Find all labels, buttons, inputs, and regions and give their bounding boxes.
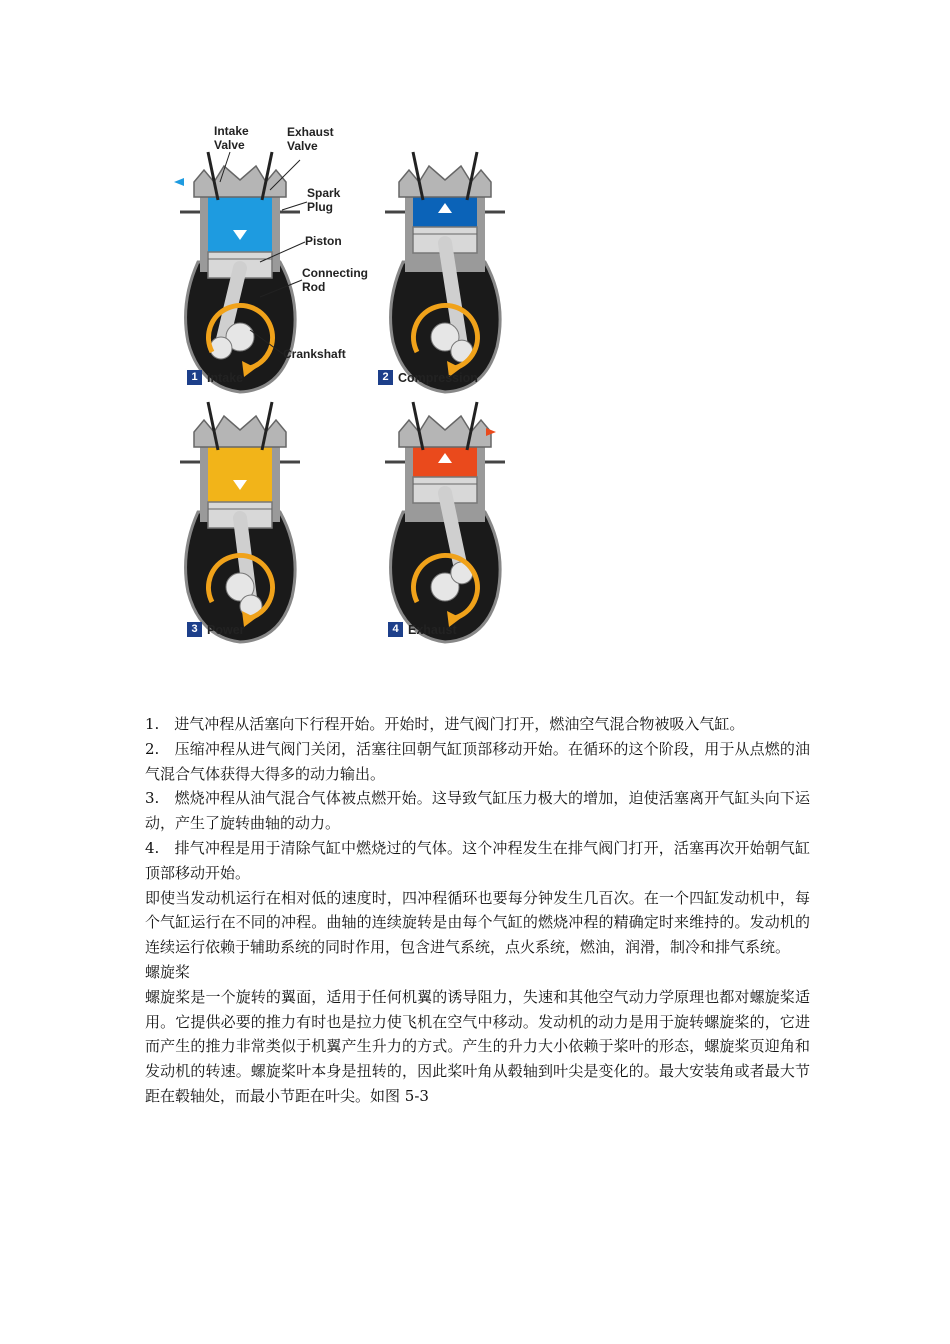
engine-power: [180, 402, 300, 642]
caption-exhaust: [388, 622, 457, 637]
label-exhaust-valve: Exhaust Valve: [287, 125, 334, 153]
paragraph-intake-stroke: 1. 进气冲程从活塞向下行程开始。开始时，进气阀门打开，燃油空气混合物被吸入气缸。: [145, 715, 745, 733]
cylinder-head: [194, 166, 286, 197]
stroke-number-badge: 2: [378, 370, 393, 385]
combustion-chamber: [208, 197, 272, 252]
stroke-name: Power: [207, 622, 245, 637]
stroke-number-badge: 4: [388, 622, 403, 637]
stroke-name: Compression: [398, 370, 478, 385]
paragraph-propeller: 螺旋桨是一个旋转的翼面，适用于任何机翼的诱导阻力，失速和其他空气动力学原理也都对螺旋桨适用。它提供必要的推力有时也是拉力使飞机在空气中移动。发动机的动力是用于旋转螺旋桨的，它进而产生的推力非常类似于机翼产生升力的方式。产生的升力大小依赖于桨叶的形态，螺旋桨页迎角和发动机的转速。螺旋桨叶本身是扭转的，因此桨叶角从毂轴到叶尖是变化的。最大安装角或者最大节距在毂轴处，而最小节距在叶尖。如图 5-3: [145, 987, 810, 1105]
caption-power: [187, 622, 245, 637]
engine-intake: [180, 152, 300, 392]
label-spark-plug: Spark Plug: [307, 186, 341, 214]
cylinder-head: [399, 416, 491, 447]
cylinder-head: [194, 416, 286, 447]
intake-flow-arrow: [174, 178, 184, 186]
paragraph-four-stroke-cycle: 即使当发动机运行在相对低的速度时，四冲程循环也要每分钟发生几百次。在一个四缸发动机中，每个气缸运行在不同的冲程。曲轴的连续旋转是由每个气缸的燃烧冲程的精确定时来维持的。发动机的连续运行依赖于辅助系统的同时作用，包含进气系统，点火系统，燃油，润滑，制冷和排气系统。: [145, 888, 810, 957]
body-text: [145, 712, 810, 1109]
engine-exhaust: [385, 402, 505, 642]
stroke-name: Intake: [207, 370, 244, 385]
paragraph-power-stroke: 3. 燃烧冲程从油气混合气体被点燃开始。这导致气缸压力极大的增加，迫使活塞离开气缸头向下运动，产生了旋转曲轴的动力。: [145, 789, 810, 833]
section-heading-propeller: 螺旋桨: [145, 962, 191, 981]
caption-compression: [378, 370, 478, 385]
paragraph-exhaust-stroke: 4. 排气冲程是用于清除气缸中燃烧过的气体。这个冲程发生在排气阀门打开，活塞再次开始朝气缸顶部移动开始。: [145, 838, 810, 882]
label-connecting-rod: Connecting Rod: [302, 266, 368, 294]
label-piston: Piston: [305, 234, 342, 248]
label-crankshaft: Crankshaft: [283, 347, 346, 361]
engine-compression: [385, 152, 505, 392]
stroke-name: Exhaust: [408, 622, 457, 637]
paragraph-compression-stroke: 2. 压缩冲程从进气阀门关闭，活塞往回朝气缸顶部移动开始。在循环的这个阶段，用于从点燃的油气混合气体获得大得多的动力输出。: [145, 739, 810, 783]
cylinder-head: [399, 166, 491, 197]
stroke-number-badge: 3: [187, 622, 202, 637]
caption-intake: [187, 370, 243, 385]
combustion-chamber: [208, 447, 272, 502]
crank-pin: [210, 337, 232, 359]
label-intake-valve: Intake Valve: [214, 124, 249, 152]
stroke-number-badge: 1: [187, 370, 202, 385]
four-stroke-engine-figure: [150, 112, 550, 657]
label-leader-line: [282, 202, 307, 210]
